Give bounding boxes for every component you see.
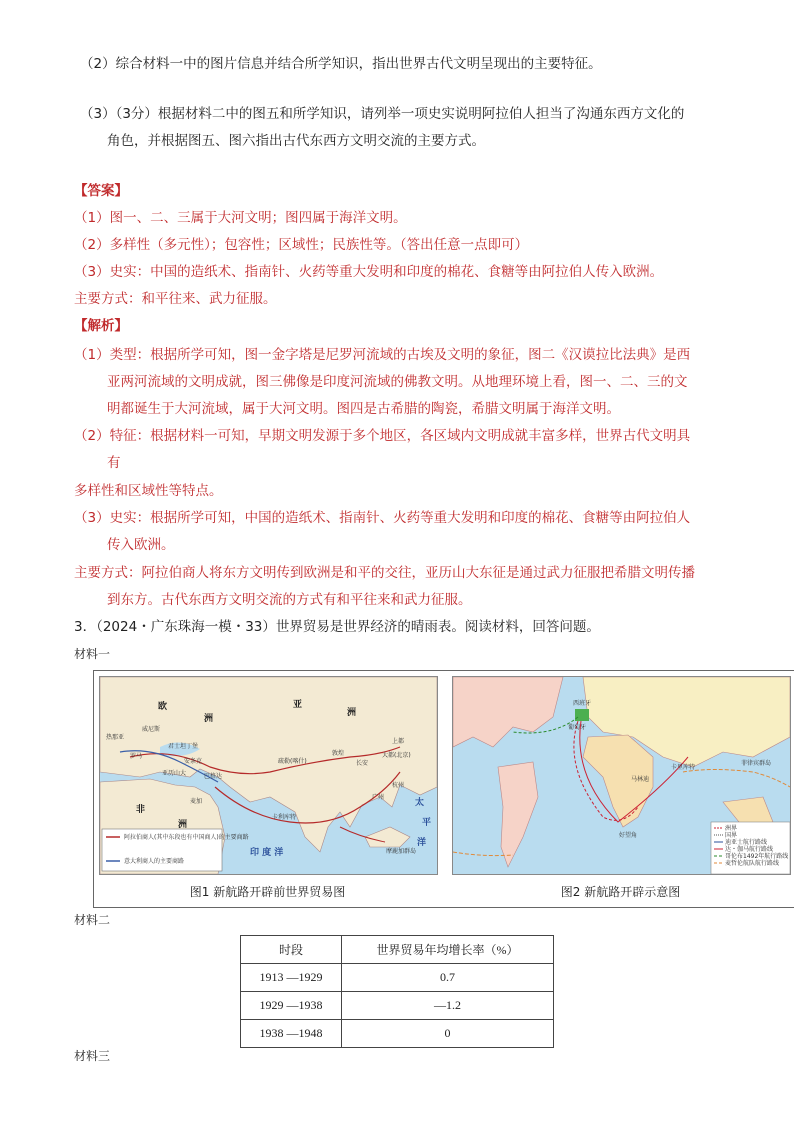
map-label: 太 xyxy=(415,798,425,808)
analysis-line: 有 xyxy=(107,455,121,471)
city-label: 安条克 xyxy=(184,758,203,765)
city-label: 卡里库特 xyxy=(671,764,696,771)
question-3-stem: 3．（2024・广东珠海一模・33）世界贸易是世界经济的晴雨表。阅读材料，回答问题。 xyxy=(74,619,600,635)
material-2-label: 材料二 xyxy=(74,913,111,927)
answer-heading: 【答案】 xyxy=(74,183,128,199)
city-label: 疏勒(喀什) xyxy=(278,758,307,765)
city-label: 君士坦丁堡 xyxy=(168,743,199,750)
city-label: 上都 xyxy=(392,738,405,745)
map-new-routes xyxy=(452,676,791,875)
trade-growth-table xyxy=(240,935,554,1048)
map-label: 欧 xyxy=(158,702,168,712)
map-label: 洲 xyxy=(204,714,214,724)
question-3-line1: （3）（3分）根据材料二中的图五和所学知识，请列举一项史实说明阿拉伯人担当了沟通东西方文化的 xyxy=(80,106,685,122)
legend-label: 洲界 xyxy=(725,825,738,832)
map-label: 亚 xyxy=(293,700,303,710)
legend-label: 达・伽马航行路线 xyxy=(725,846,774,853)
city-label: 威尼斯 xyxy=(142,726,161,733)
table-cell: 0.7 xyxy=(342,964,554,992)
question-3-line2: 角色，并根据图五、图六指出古代东西方文明交流的主要方式。 xyxy=(107,133,485,149)
city-label: 罗马 xyxy=(130,753,143,760)
answer-line: （3）史实：中国的造纸术、指南针、火药等重大发明和印度的棉花、食糖等由阿拉伯人传入欧洲。 xyxy=(74,264,664,280)
table-cell: 1938 —1948 xyxy=(241,1020,342,1048)
table-cell: 1929 —1938 xyxy=(241,992,342,1020)
analysis-line: 传入欧洲。 xyxy=(107,537,175,553)
table-header: 时段 xyxy=(241,936,342,964)
city-label: 好望角 xyxy=(619,832,638,839)
city-label: 麦加 xyxy=(190,798,203,805)
map-pre-new-routes xyxy=(99,676,438,875)
figure-2-caption: 图2 新航路开辟示意图 xyxy=(560,885,681,899)
analysis-line: （3）史实：根据所学可知，中国的造纸术、指南针、火药等重大发明和印度的棉花、食糖等由阿拉伯人 xyxy=(74,510,691,526)
map-1-svg xyxy=(100,677,437,874)
analysis-line: 多样性和区域性等特点。 xyxy=(74,483,223,499)
legend-label: 阿拉伯商人(其中东段也有中国商人)的主要商路 xyxy=(124,834,249,841)
analysis-line: 亚两河流域的文明成就，图三佛像是印度河流域的佛教文明。从地理环境上看，图一、二、三的文 xyxy=(107,374,688,390)
analysis-line: 主要方式：阿拉伯商人将东方文明传到欧洲是和平的交往，亚历山大东征是通过武力征服把希腊文明传播 xyxy=(74,565,695,581)
answer-line: （1）图一、二、三属于大河文明；图四属于海洋文明。 xyxy=(74,210,407,226)
legend-label: 哥伦布1492年航行路线 xyxy=(725,853,789,860)
city-label: 长安 xyxy=(356,760,369,767)
figure-1-caption: 图1 新航路开辟前世界贸易图 xyxy=(189,885,346,899)
table-cell: 1913 —1929 xyxy=(241,964,342,992)
map-label: 平 xyxy=(422,818,432,828)
legend-label: 迪亚士航行路线 xyxy=(725,839,768,846)
map-label: 印 度 洋 xyxy=(250,848,284,858)
table-cell: 0 xyxy=(342,1020,554,1048)
legend-label: 国界 xyxy=(725,832,738,839)
city-label: 大都(北京) xyxy=(382,752,411,759)
answer-line: 主要方式：和平往来、武力征服。 xyxy=(74,291,277,307)
map-2-svg xyxy=(453,677,790,874)
city-label: 摩鹿加群岛 xyxy=(386,848,417,855)
material-1-label: 材料一 xyxy=(74,647,111,661)
map-label: 洲 xyxy=(347,708,357,718)
legend-label: 意大利商人的主要商路 xyxy=(124,858,185,865)
map-label: 洋 xyxy=(417,838,427,848)
city-label: 杭州 xyxy=(392,782,405,789)
table-cell: —1.2 xyxy=(342,992,554,1020)
table-row xyxy=(241,992,554,1020)
city-label: 马林迪 xyxy=(631,776,650,783)
legend-label: 麦哲伦航队航行路线 xyxy=(725,860,780,867)
material-1-figure xyxy=(93,670,794,908)
analysis-line: 明都诞生于大河流域，属于大河文明。图四是古希腊的陶瓷，希腊文明属于海洋文明。 xyxy=(107,401,620,417)
table-row xyxy=(241,964,554,992)
answer-line: （2）多样性（多元性）；包容性；区域性；民族性等。（答出任意一点即可） xyxy=(74,237,529,253)
map-label: 洲 xyxy=(178,820,188,830)
question-2: （2）综合材料一中的图片信息并结合所学知识，指出世界古代文明呈现出的主要特征。 xyxy=(80,56,602,72)
material-3-label: 材料三 xyxy=(74,1049,111,1063)
city-label: 广州 xyxy=(372,794,385,801)
map-label: 非 xyxy=(136,805,146,815)
table-header: 世界贸易年均增长率（%） xyxy=(342,936,554,964)
city-label: 菲律宾群岛 xyxy=(741,760,772,767)
analysis-line: （1）类型：根据所学可知，图一金字塔是尼罗河流域的古埃及文明的象征，图二《汉谟拉比法典》是西 xyxy=(74,347,691,363)
city-label: 卡利库特 xyxy=(272,814,297,821)
analysis-line: （2）特征：根据材料一可知，早期文明发源于多个地区，各区域内文明成就丰富多样，世界古代文明具 xyxy=(74,428,691,444)
analysis-heading: 【解析】 xyxy=(74,318,128,334)
city-label: 西班牙 xyxy=(573,700,592,707)
city-label: 葡萄牙 xyxy=(568,724,587,731)
city-label: 敦煌 xyxy=(332,750,345,757)
analysis-line: 到东方。古代东西方文明交流的方式有和平往来和武力征服。 xyxy=(107,592,472,608)
city-label: 巴格达 xyxy=(204,773,223,780)
city-label: 热那亚 xyxy=(106,734,125,741)
city-label: 亚历山大 xyxy=(162,770,187,777)
table-row xyxy=(241,1020,554,1048)
